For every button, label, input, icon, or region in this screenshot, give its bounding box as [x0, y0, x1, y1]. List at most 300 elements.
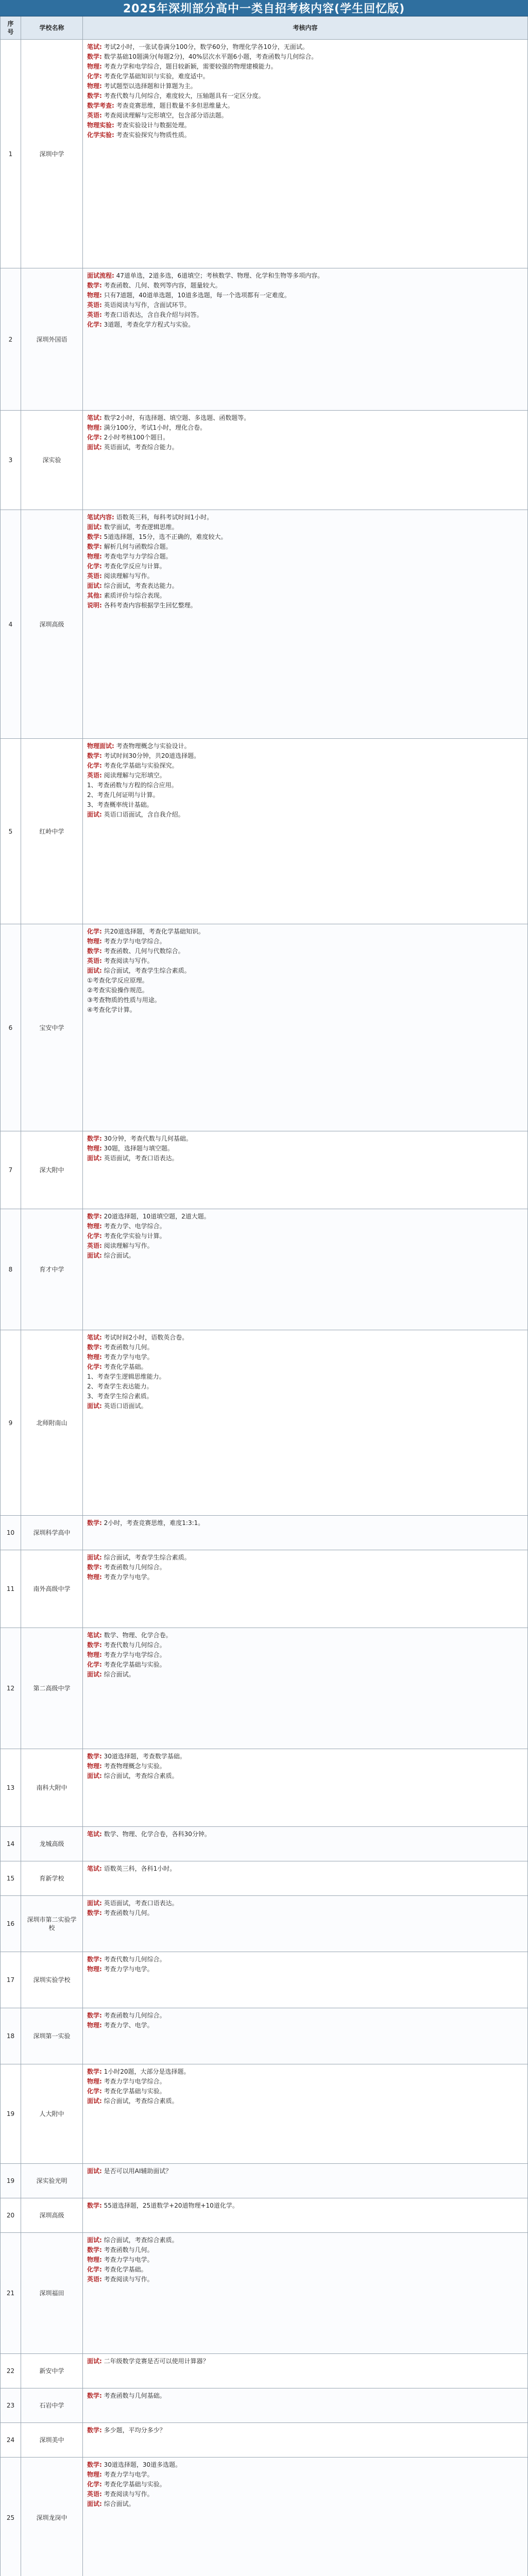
line-text: 二年级数学竞赛是否可以使用计算器？ — [101, 2358, 209, 2365]
content-line: ①考查化学反应原理。 — [87, 977, 148, 984]
line-text: 考查力学与电学。 — [101, 1353, 154, 1361]
content-line — [87, 2087, 523, 2095]
line-text: 综合面试。 — [101, 2500, 135, 2507]
content-line — [87, 2426, 523, 2434]
line-text: 考查化学基础与实验。 — [101, 2088, 166, 2095]
table-row — [1, 2388, 527, 2423]
subject-tag: 数学: — [87, 1519, 102, 1527]
line-text: 考查力学与电学综合。 — [101, 1651, 166, 1658]
content-line — [87, 1762, 523, 1770]
exam-content — [83, 2198, 527, 2232]
content-line — [87, 62, 523, 71]
table-row — [1, 2008, 527, 2064]
table-row — [1, 739, 527, 924]
content-line — [87, 301, 523, 309]
subject-tag: 物理: — [87, 1145, 102, 1152]
line-text: 考查电学与力学综合题。 — [101, 553, 172, 560]
line-text: 考查力学、电学。 — [101, 2022, 154, 2029]
line-text: 2小时，考查竞赛思维，难度1:3:1。 — [101, 1519, 205, 1527]
exam-content — [83, 1516, 527, 1550]
line-text: 考查力学与电学。 — [101, 2471, 154, 2478]
content-line: 1、考查学生逻辑思维能力。 — [87, 1373, 165, 1380]
content-line — [87, 1251, 523, 1260]
subject-tag: 数学: — [87, 282, 102, 289]
line-text: 素质评价与综合表现。 — [101, 592, 166, 599]
content-line — [87, 742, 523, 750]
table-row — [1, 411, 527, 510]
table-row — [1, 268, 527, 411]
school-name: 深圳龙岗中 — [21, 2458, 83, 2576]
line-text: 阅读理解与写作。 — [101, 1242, 154, 1249]
subject-tag: 数学考查: — [87, 102, 114, 109]
subject-tag: 面试: — [87, 1252, 102, 1259]
table-row — [1, 2064, 527, 2164]
row-number: 6 — [1, 924, 21, 1131]
row-number: 16 — [1, 1896, 21, 1952]
subject-tag: 化学: — [87, 1232, 102, 1240]
exam-content — [83, 1827, 527, 1861]
content-line — [87, 1660, 523, 1669]
content-line — [87, 2256, 523, 2264]
line-text: 满分100分，考试1小时，理化合卷。 — [101, 424, 207, 431]
row-number: 17 — [1, 1952, 21, 2008]
subject-tag: 面试: — [87, 2500, 102, 2507]
line-text: 考查力学与电学。 — [101, 1965, 154, 1973]
content-line — [87, 927, 523, 936]
table-row — [1, 1330, 527, 1516]
line-text: 考查函数、几何与代数综合。 — [101, 947, 184, 955]
subject-tag: 化学: — [87, 928, 102, 935]
admissions-table — [0, 16, 528, 2576]
subject-tag: 化学: — [87, 73, 102, 80]
exam-content — [83, 510, 527, 738]
content-line — [87, 1232, 523, 1240]
subject-tag: 数学: — [87, 543, 102, 550]
content-line — [87, 272, 523, 280]
content-line — [87, 1134, 523, 1143]
line-text: 考查竞赛思维，题目数量不多但思维量大。 — [114, 102, 234, 109]
table-row — [1, 40, 527, 268]
row-number: 24 — [1, 2423, 21, 2457]
line-text: 语数英三科，每科考试时间1小时。 — [114, 514, 213, 521]
line-text: 英语口语面试，含自我介绍。 — [101, 811, 184, 818]
content-line: 3、考查概率统计基础。 — [87, 801, 153, 808]
subject-tag: 面试: — [87, 2097, 102, 2105]
content-line — [87, 2246, 523, 2254]
content-line: ④考查化学计算。 — [87, 1006, 136, 1013]
content-line — [87, 533, 523, 541]
content-line — [87, 1830, 523, 1838]
line-text: 综合面试，考查综合素质。 — [101, 2236, 178, 2244]
line-text: 30道选择题，30道多选题。 — [101, 2461, 182, 2468]
content-line: 1、考查函数与方程的综合应用。 — [87, 782, 178, 789]
subject-tag: 面试: — [87, 1554, 102, 1561]
table-row — [1, 2233, 527, 2354]
exam-content — [83, 1330, 527, 1515]
table-row — [1, 510, 527, 739]
content-line — [87, 92, 523, 100]
subject-tag: 数学: — [87, 2427, 102, 2434]
line-text: 考查阅读与写作。 — [101, 2276, 154, 2283]
subject-tag: 英语: — [87, 112, 102, 119]
line-text: 数学2小时，有选择题、填空题、多选题、函数题等。 — [101, 414, 250, 421]
row-number: 1 — [1, 40, 21, 268]
line-text: 考查实验探究与物质性质。 — [114, 131, 191, 139]
school-name: 深圳高级 — [21, 2198, 83, 2232]
row-number: 22 — [1, 2354, 21, 2388]
content-line — [87, 414, 523, 422]
exam-content — [83, 1896, 527, 1952]
subject-tag: 英语: — [87, 2276, 102, 2283]
line-text: 语数英三科，各科1小时。 — [101, 1865, 176, 1872]
content-line — [87, 2067, 523, 2076]
exam-content — [83, 268, 527, 410]
line-text: 考查实验设计与数据处理。 — [114, 122, 191, 129]
line-text: 英语面试，考查口语表达。 — [101, 1900, 178, 1907]
school-name: 育新学校 — [21, 1861, 83, 1895]
content-line — [87, 1402, 523, 1410]
table-row — [1, 2198, 527, 2233]
content-line — [87, 43, 523, 51]
subject-tag: 物理: — [87, 82, 102, 90]
line-text: 数学、物理、化学合卷，各科30分钟。 — [101, 1831, 211, 1838]
content-line — [87, 291, 523, 299]
subject-tag: 数学: — [87, 947, 102, 955]
subject-tag: 数学: — [87, 2202, 102, 2209]
subject-tag: 英语: — [87, 311, 102, 318]
line-text: 考查函数、几何、数列等内容，题量较大。 — [101, 282, 222, 289]
row-number: 8 — [1, 1209, 21, 1330]
exam-content — [83, 2164, 527, 2198]
subject-tag: 物理: — [87, 938, 102, 945]
content-line — [87, 1154, 523, 1162]
content-line — [87, 2480, 523, 2488]
line-text: 1小时20题，大部分是选择题。 — [101, 2068, 190, 2075]
content-line — [87, 2490, 523, 2498]
exam-content — [83, 1952, 527, 2008]
subject-tag: 化学: — [87, 2481, 102, 2488]
subject-tag: 笔试: — [87, 1865, 102, 1872]
subject-tag: 化学实验: — [87, 131, 114, 139]
content-line — [87, 2265, 523, 2274]
school-name: 深圳高级 — [21, 510, 83, 738]
content-line — [87, 582, 523, 590]
school-name: 深大附中 — [21, 1131, 83, 1209]
content-line — [87, 513, 523, 521]
exam-content — [83, 411, 527, 510]
table-header-row — [1, 16, 527, 40]
subject-tag: 数学: — [87, 2461, 102, 2468]
line-text: 考查函数与几何。 — [101, 1344, 154, 1351]
exam-content — [83, 2064, 527, 2163]
header-content: 考核内容 — [293, 24, 318, 31]
content-line — [87, 771, 523, 779]
subject-tag: 面试: — [87, 523, 102, 531]
content-line — [87, 1242, 523, 1250]
line-text: 考查物理概念与实验。 — [101, 1762, 166, 1770]
subject-tag: 化学: — [87, 2266, 102, 2273]
line-text: 考查代数与几何综合。 — [101, 1956, 166, 1963]
row-number: 23 — [1, 2388, 21, 2422]
subject-tag: 化学: — [87, 1363, 102, 1370]
content-line — [87, 543, 523, 551]
subject-tag: 数学: — [87, 1956, 102, 1963]
row-number: 11 — [1, 1550, 21, 1628]
exam-content — [83, 1209, 527, 1330]
subject-tag: 面试: — [87, 1155, 102, 1162]
table-row — [1, 1550, 527, 1628]
line-text: 阅读理解与完形填空。 — [101, 772, 166, 779]
content-line — [87, 111, 523, 120]
school-name: 深圳福田 — [21, 2233, 83, 2353]
line-text: 考查阅读与写作。 — [101, 2490, 154, 2498]
table-body — [1, 40, 527, 2576]
subject-tag: 物理: — [87, 553, 102, 560]
content-line — [87, 1670, 523, 1679]
line-text: 英语阅读与写作，含面试环节。 — [101, 301, 191, 309]
subject-tag: 数学: — [87, 1135, 102, 1142]
content-line — [87, 523, 523, 531]
subject-tag: 面试: — [87, 582, 102, 589]
line-text: 考查力学和电学综合，题目较新颖，需要较强的物理建模能力。 — [101, 63, 277, 70]
line-text: 考查函数与几何综合。 — [101, 2012, 166, 2019]
exam-content — [83, 2008, 527, 2064]
line-text: 考查化学基础。 — [101, 1363, 147, 1370]
exam-content — [83, 1550, 527, 1628]
line-text: 考查函数与几何综合。 — [101, 1564, 166, 1571]
line-text: 47道单选，2道多选，6道填空；考核数学、物理、化学和生物等多项内容。 — [114, 272, 324, 279]
row-number: 12 — [1, 1628, 21, 1749]
subject-tag: 数学: — [87, 53, 102, 60]
subject-tag: 面试: — [87, 1772, 102, 1780]
line-text: 考查力学与电学综合。 — [101, 938, 166, 945]
line-text: 考查化学基础知识与实验，难度适中。 — [101, 73, 209, 80]
row-number: 19 — [1, 2164, 21, 2198]
line-text: 考查代数与几何综合。 — [101, 1641, 166, 1649]
subject-tag: 笔试内容: — [87, 514, 114, 521]
subject-tag: 笔试: — [87, 43, 102, 50]
table-row — [1, 2423, 527, 2458]
line-text: 考查阅读理解与完形填空，包含部分语法题。 — [101, 112, 228, 119]
subject-tag: 面试: — [87, 2167, 102, 2175]
line-text: 数学面试，考查逻辑思维。 — [101, 523, 178, 531]
content-line — [87, 281, 523, 290]
subject-tag: 面试: — [87, 1671, 102, 1678]
school-name: 深圳美中 — [21, 2423, 83, 2457]
content-line — [87, 1553, 523, 1562]
exam-content — [83, 2423, 527, 2457]
content-line — [87, 967, 523, 975]
content-line — [87, 433, 523, 442]
subject-tag: 英语: — [87, 957, 102, 964]
subject-tag: 笔试: — [87, 414, 102, 421]
line-text: 考查力学与电学。 — [101, 1573, 154, 1581]
subject-tag: 物理: — [87, 1223, 102, 1230]
content-line: ②考查实验操作规范。 — [87, 987, 148, 994]
page-title: 2025年深圳部分高中一类自招考核内容(学生回忆版) — [0, 0, 528, 16]
content-line: 3、考查学生综合素质。 — [87, 1393, 153, 1400]
content-line — [87, 752, 523, 760]
subject-tag: 数学: — [87, 1753, 102, 1760]
content-line: 2、考查几何证明与计算。 — [87, 791, 159, 799]
content-line — [87, 1222, 523, 1230]
subject-tag: 英语: — [87, 772, 102, 779]
table-row — [1, 1952, 527, 2008]
content-line — [87, 72, 523, 80]
subject-tag: 物理: — [87, 1573, 102, 1581]
line-text: 综合面试，考查综合素质。 — [101, 2097, 178, 2105]
line-text: 30道选择题，考查数学基础。 — [101, 1753, 186, 1760]
subject-tag: 数学: — [87, 2068, 102, 2075]
table-row — [1, 2164, 527, 2198]
exam-content — [83, 924, 527, 1131]
content-line — [87, 1144, 523, 1153]
subject-tag: 化学: — [87, 563, 102, 570]
content-line — [87, 947, 523, 955]
content-line — [87, 761, 523, 770]
line-text: 阅读理解与写作。 — [101, 572, 154, 580]
subject-tag: 化学: — [87, 1661, 102, 1668]
subject-tag: 面试: — [87, 2236, 102, 2244]
line-text: 考查化学反应与计算。 — [101, 563, 166, 570]
content-line — [87, 1965, 523, 1973]
content-line — [87, 1333, 523, 1342]
content-line — [87, 2357, 523, 2365]
content-line — [87, 562, 523, 570]
content-line — [87, 1955, 523, 1963]
line-text: 数学基础10题满分(每题2分)，40%层次水平题6小题，考查函数与几何综合。 — [101, 53, 318, 60]
subject-tag: 数学: — [87, 2392, 102, 2399]
content-line — [87, 101, 523, 110]
line-text: 考查函数与几何基础。 — [101, 2392, 166, 2399]
school-name: 南外高级中学 — [21, 1550, 83, 1628]
content-line — [87, 82, 523, 90]
table-row — [1, 1749, 527, 1827]
content-line: ③考查物质的性质与用途。 — [87, 996, 161, 1004]
subject-tag: 数学: — [87, 533, 102, 540]
line-text: 考查化学基础。 — [101, 2266, 147, 2273]
content-line — [87, 53, 523, 61]
subject-tag: 数学: — [87, 2012, 102, 2019]
line-text: 考查化学实验与计算。 — [101, 1232, 166, 1240]
content-line — [87, 1865, 523, 1873]
row-number: 14 — [1, 1827, 21, 1861]
line-text: 综合面试，考查表达能力。 — [101, 582, 178, 589]
row-number: 25 — [1, 2458, 21, 2576]
content-line — [87, 552, 523, 561]
subject-tag: 英语: — [87, 2490, 102, 2498]
content-line — [87, 423, 523, 432]
content-line — [87, 2392, 523, 2400]
line-text: 只有7道题，40道单选题，10道多选题，每一个选项都有一定难度。 — [101, 292, 291, 299]
subject-tag: 物理: — [87, 63, 102, 70]
table-row — [1, 2354, 527, 2388]
line-text: 英语面试，考查口语表达。 — [101, 1155, 178, 1162]
subject-tag: 笔试: — [87, 1632, 102, 1639]
subject-tag: 笔试: — [87, 1831, 102, 1838]
line-text: 3道题，考查化学方程式与实验。 — [101, 321, 195, 328]
content-line — [87, 1573, 523, 1581]
school-name: 深圳外国语 — [21, 268, 83, 410]
subject-tag: 说明: — [87, 602, 102, 609]
line-text: 30分钟，考查代数与几何基础。 — [101, 1135, 192, 1142]
school-name: 深圳第一实验 — [21, 2008, 83, 2064]
exam-content — [83, 2388, 527, 2422]
subject-tag: 数学: — [87, 1213, 102, 1220]
content-line — [87, 1909, 523, 1917]
exam-content — [83, 2458, 527, 2576]
line-text: 解析几何与函数综合题。 — [101, 543, 172, 550]
exam-content — [83, 2354, 527, 2388]
content-line — [87, 1343, 523, 1351]
school-name: 深圳中学 — [21, 40, 83, 268]
content-line — [87, 2236, 523, 2244]
table-row — [1, 1861, 527, 1896]
table-row — [1, 2458, 527, 2576]
line-text: 综合面试，考查综合素质。 — [101, 1772, 178, 1780]
content-line — [87, 591, 523, 600]
exam-content — [83, 40, 527, 268]
content-line — [87, 1212, 523, 1221]
subject-tag: 面试: — [87, 1900, 102, 1907]
content-line — [87, 1752, 523, 1760]
content-line — [87, 957, 523, 965]
table-row — [1, 1516, 527, 1550]
school-name: 石岩中学 — [21, 2388, 83, 2422]
subject-tag: 英语: — [87, 1242, 102, 1249]
subject-tag: 物理: — [87, 2256, 102, 2263]
line-text: 考查力学与电学。 — [101, 2256, 154, 2263]
subject-tag: 数学: — [87, 752, 102, 759]
content-line — [87, 810, 523, 819]
row-number: 3 — [1, 411, 21, 510]
content-line — [87, 2167, 523, 2175]
line-text: 考试时间2小时，语数英合卷。 — [101, 1334, 189, 1341]
content-line — [87, 2470, 523, 2479]
line-text: 综合面试，考查学生综合素质。 — [101, 967, 191, 974]
content-line — [87, 320, 523, 329]
row-number: 21 — [1, 2233, 21, 2353]
subject-tag: 面试: — [87, 444, 102, 451]
school-name: 红岭中学 — [21, 739, 83, 924]
subject-tag: 化学: — [87, 434, 102, 441]
content-line — [87, 1651, 523, 1659]
row-number: 15 — [1, 1861, 21, 1895]
school-name: 北师附南山 — [21, 1330, 83, 1515]
school-name: 南科大附中 — [21, 1749, 83, 1826]
line-text: 英语面试，考查综合能力。 — [101, 444, 178, 451]
subject-tag: 物理: — [87, 1353, 102, 1361]
line-text: 英语口语面试。 — [101, 1402, 147, 1410]
subject-tag: 数学: — [87, 1564, 102, 1571]
subject-tag: 物理: — [87, 2471, 102, 2478]
subject-tag: 数学: — [87, 1344, 102, 1351]
content-line — [87, 1519, 523, 1527]
subject-tag: 面试流程: — [87, 272, 114, 279]
exam-content — [83, 739, 527, 924]
row-number: 9 — [1, 1330, 21, 1515]
subject-tag: 物理: — [87, 2022, 102, 2029]
content-line — [87, 2461, 523, 2469]
school-name: 人大附中 — [21, 2064, 83, 2163]
content-line — [87, 2097, 523, 2105]
subject-tag: 物理: — [87, 1965, 102, 1973]
line-text: 考查函数与几何。 — [101, 1909, 154, 1917]
subject-tag: 数学: — [87, 92, 102, 99]
subject-tag: 面试: — [87, 967, 102, 974]
content-line — [87, 2011, 523, 2020]
content-line — [87, 121, 523, 129]
